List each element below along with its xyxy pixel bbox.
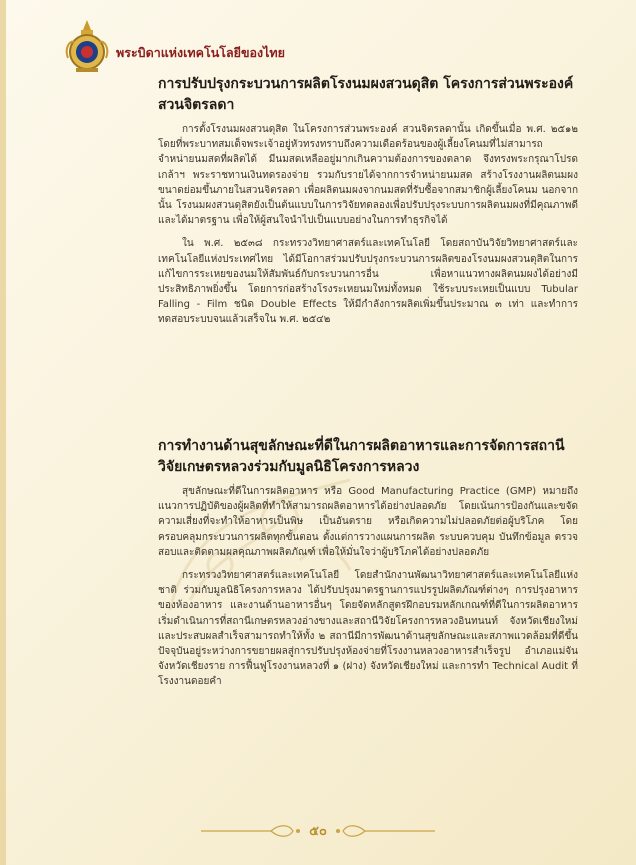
paragraph: ใน พ.ศ. ๒๕๓๘ กระทรวงวิทยาศาสตร์และเทคโนโลยี โดยสถาบันวิจัยวิทยาศาสตร์และเทคโนโลยีแห่งประเทศไทย ได้มีโอกาสร่วมปรับปรุงกระบวนการผลิตของโรงนมผงสวนดุสิตในการแก้ไขการระเหยของนมให้สัมพันธ์กับกระบวนการอื่น เพื่อหาแนวทางผลิตนมผงได้อย่างมีประสิทธิภาพยิ่งขึ้น โดยการก่อสร้างโรงระเหยนมใหม่ทั้งหมด ใช้ระบบระเหยเป็นแบบ Tubular Falling - Film ชนิด Double Effects ให้มีกำลังการผลิตเพิ่มขึ้นประมาณ ๓ เท่า และทำการทดสอบระบบจนแล้วเสร็จใน พ.ศ. ๒๕๔๒ — [158, 238, 578, 326]
left-ornament-icon — [201, 824, 301, 838]
page-header — [62, 18, 285, 74]
page-footer — [0, 820, 636, 841]
paragraph: กระทรวงวิทยาศาสตร์และเทคโนโลยี โดยสำนักงานพัฒนาวิทยาศาสตร์และเทคโนโลยีแห่งชาติ ร่วมกับมูลนิธิโครงการหลวง ได้ปรับปรุงมาตรฐานการแปรรูปผลิตภัณฑ์ต่างๆ การปรุงอาหารของห้องอาหาร และงานด้านอาหารอื่นๆ โดยจัดหลักสูตรฝึกอบรมหลักเกณฑ์ที่ดีในการผลิตอาหาร เริ่มดำเนินการที่สถานีเกษตรหลวงอ่างขางและสถานีวิจัยโครงการหลวงอินทนนท์ จังหวัดเชียงใหม่ และประสบผลสำเร็จสามารถทำให้ทั้ง ๒ สถานีมีการพัฒนาด้านสุขลักษณะและสภาพแวดล้อมที่ดีขึ้น ปัจจุบันอยู่ระหว่างการขยายผลสู่การปรับปรุงห้องจ่ายที่โรงงานหลวงอาหารสำเร็จรูป อำเภอแม่จัน จังหวัดเชียงราย การฟื้นฟูโรงงานหลวงที่ ๑ (ฝาง) จังหวัดเชียงใหม่ และการทำ Technical Audit ที่โรงงานดอยคำ — [158, 570, 578, 688]
page-number: ๕๐ — [309, 824, 327, 839]
royal-emblem-icon — [62, 18, 112, 74]
paragraph: การตั้งโรงนมผงสวนดุสิต ในโครงการส่วนพระองค์ สวนจิตรลดานั้น เกิดขึ้นเมื่อ พ.ศ. ๒๕๑๒ โดยที่พระบาทสมเด็จพระเจ้าอยู่หัวทรงทราบถึงความเดือดร้อนของผู้เลี้ยงโคนมที่ไม่สามารถจำหน่ายนมสดที่ผลิตได้ มีนมสดเหลืออยู่มากเกินความต้องการของตลาด จึงทรงพระกรุณาโปรดเกล้าฯ พระราชทานเงินทดรองจ่าย รวมกับรายได้จากการจำหน่ายนมสด สร้างโรงงานผลิตนมผงขนาดย่อมขึ้นภายในสวนจิตรลดา เพื่อผลิตนมผงจากนมสดที่รับซื้อจากสมาชิกผู้เลี้ยงโคนม นอกจากนั้น โรงนมผงสวนดุสิตยังเป็นต้นแบบในการวิจัยทดลองเพื่อปรับปรุงระบบการผลิตนมผงที่มีคุณภาพดีและได้มาตรฐาน เพื่อให้ผู้สนใจนำไปเป็นแบบอย่างในการทำธุรกิจได้ — [158, 124, 578, 227]
section-heading: การทำงานด้านสุขลักษณะที่ดีในการผลิตอาหารและการจัดการสถานีวิจัยเกษตรหลวงร่วมกับมูลนิธิโครงการหลวง — [158, 438, 565, 475]
paragraph: สุขลักษณะที่ดีในการผลิตอาหาร หรือ Good Manufacturing Practice (GMP) หมายถึงแนวการปฏิบัติของผู้ผลิตที่ทำให้สามารถผลิตอาหารได้อย่างปลอดภัย โดยเน้นการป้องกันและขจัดความเสี่ยงที่จะทำให้อาหารเป็นพิษ เป็นอันตราย หรือเกิดความไม่ปลอดภัยต่อผู้บริโภค โดยครอบคลุมกระบวนการผลิตทุกขั้นตอน ตั้งแต่การวางแผนการผลิต ระบบควบคุม บันทึกข้อมูล ตรวจสอบและติดตามผลคุณภาพผลิตภัณฑ์ เพื่อให้มั่นใจว่าผู้บริโภคได้อย่างปลอดภัย — [158, 486, 578, 558]
section-heading: การปรับปรุงกระบวนการผลิตโรงนมผงสวนดุสิต โครงการส่วนพระองค์ สวนจิตรลดา — [158, 76, 574, 113]
section-gmp — [158, 436, 578, 698]
section-dairy-plant — [158, 74, 578, 336]
page-edge — [0, 0, 6, 865]
right-ornament-icon — [335, 824, 435, 838]
header-title: พระบิดาแห่งเทคโนโลยีของไทย — [116, 45, 285, 60]
